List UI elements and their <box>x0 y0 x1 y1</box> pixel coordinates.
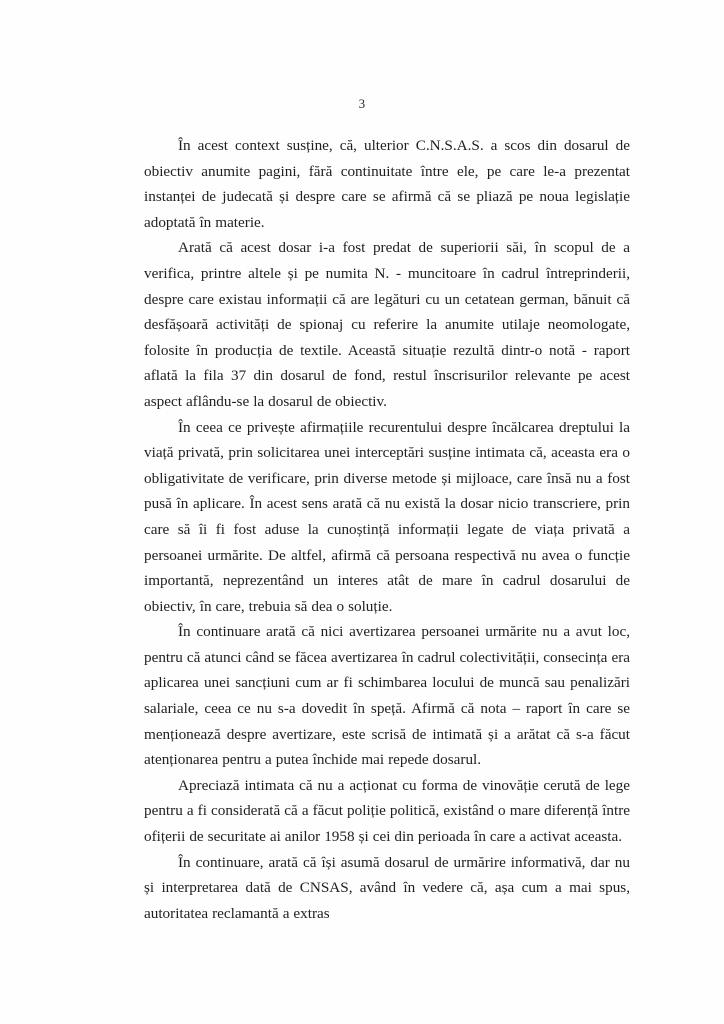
paragraph: În continuare arată că nici avertizarea persoanei urmărite nu a avut loc, pentru că atunci când se făcea avertizarea în cadrul colectivității, consecința era aplicarea unei sancțiuni cum ar fi schimbarea locului de muncă sau penalizări salariale, ceea ce nu s-a dovedit în speță. Afirmă că nota – raport în care se menționează despre avertizare, este scrisă de intimată și a arătat că s-a făcut atenționarea pentru a putea închide mai repede dosarul. <box>144 623 630 769</box>
paragraph: În continuare, arată că își asumă dosarul de urmărire informativă, dar nu și interpretarea dată de CNSAS, având în vedere că, așa cum a mai spus, autoritatea reclamantă a extras <box>144 853 630 922</box>
document-body <box>144 133 630 926</box>
paragraph: Arată că acest dosar i-a fost predat de superiorii săi, în scopul de a verifica, printre altele și pe numita N. - muncitoare în cadrul întreprinderii, despre care existau informații că are legături cu un cetatean german, bănuit că desfășoară activități de spionaj cu referire la anumite utilaje neomologate, folosite în producția de textile. Această situație rezultă dintr-o notă - raport aflată la fila 37 din dosarul de fond, restul înscrisurilor relevante pe acest aspect aflându-se la dosarul de obiectiv. <box>144 239 630 410</box>
page-number: 3 <box>358 96 366 111</box>
paragraph: Apreciază intimata că nu a acționat cu forma de vinovăție cerută de lege pentru a fi considerată că a făcut poliție politică, existând o mare diferență între ofițerii de securitate ai anilor 1958 și cei din perioada în care a activat aceasta. <box>144 776 630 846</box>
paragraph: În acest context susține, că, ulterior C.N.S.A.S. a scos din dosarul de obiectiv anumite pagini, fără continuitate între ele, pe care le-a prezentat instanței de judecată și despre care se afirmă că se pliază pe noua legislație adoptată în materie. <box>144 137 630 231</box>
paragraph: În ceea ce privește afirmațiile recurentului despre încălcarea dreptului la viață privată, prin solicitarea unei interceptări susține intimata că, aceasta era o obligativitate de verificare, prin diverse metode și mijloace, care însă nu a fost pusă în aplicare. În acest sens arată că nu există la dosar nicio transcriere, prin care să îi fi fost aduse la cunoștință informații legate de viața privată a persoanei urmărite. De altfel, afirmă că persoana respectivă nu avea o funcție importantă, neprezentând un interes atât de mare în cadrul dosarului de obiectiv, în care, trebuia să dea o soluție. <box>144 418 630 615</box>
